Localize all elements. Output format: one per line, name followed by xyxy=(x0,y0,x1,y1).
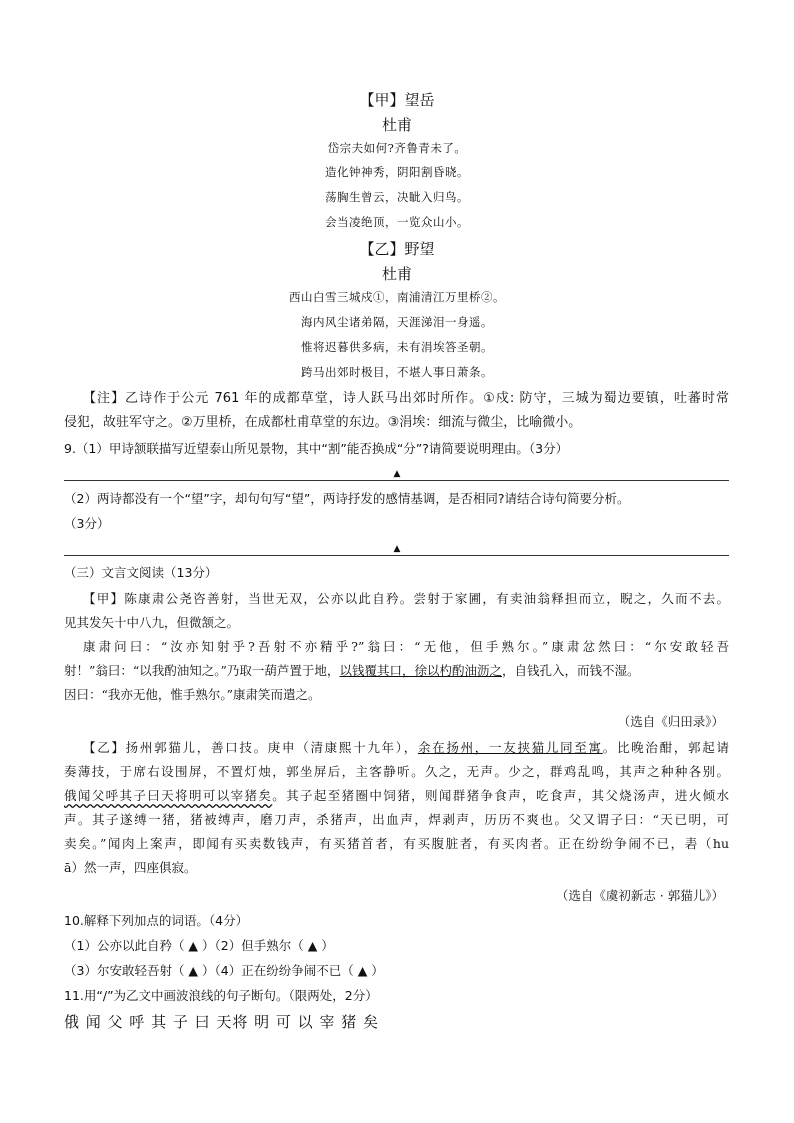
classical-text-jia-line: 康肃问曰：“汝亦知射乎?吾射不亦精乎?”翁曰：“无他，但手熟尔。”康肃忿然曰：“尔安敢轻吾 xyxy=(83,639,729,654)
wavy-underlined-sentence: 俄闻父呼其子曰天将明可以宰猪矣 xyxy=(64,788,273,803)
poem-jia-line: 荡胸生曾云，决眦入归鸟。 xyxy=(325,190,469,204)
classical-text-jia-line xyxy=(64,665,639,678)
underlined-sentence: 以钱覆其口，徐以杓酌油沥之 xyxy=(339,663,502,678)
note-line: 【注】乙诗作于公元 761 年的成都草堂，诗人跃马出郊时所作。①戍: 防守，三城为蜀边要镇，吐蕃时常 xyxy=(83,391,729,406)
answer-line[interactable] xyxy=(64,480,729,481)
source-citation-yi: （选自《虞初新志 · 郭猫儿》） xyxy=(555,888,724,903)
question-10-row: （3）尔安敢轻吾射（ ▲ ）（4）正在纷纷争闹不已（ ▲ ） xyxy=(64,963,384,978)
classical-text-jia-line: 因曰：“我亦无他，惟手熟尔。”康肃笑而遣之。 xyxy=(64,687,321,702)
underlined-sentence: 余在扬州，一友挟猫儿同至寓 xyxy=(417,740,603,755)
question-9-part-1: 9.（1）甲诗颔联描写近望泰山所见景物，其中“割”能否换成“分”?请简要说明理由。（3分） xyxy=(64,441,569,456)
section-3-heading: （三）文言文阅读（13分） xyxy=(64,565,218,580)
classical-text-jia-line: 【甲】陈康肃公尧咨善射，当世无双，公亦以此自矜。尝射于家圃，有卖油翁释担而立，睨之，久而不去。 xyxy=(83,591,729,606)
question-9-part-2: （2）两诗都没有一个“望”字，却句句写“望”，两诗抒发的感情基调，是否相同?请结合诗句简要分析。 xyxy=(64,491,630,506)
poem-yi-line: 海内风尘诸弟隔，天涯涕泪一身遥。 xyxy=(301,315,493,329)
text-segment: 。比晚治酣，郭起请 xyxy=(602,740,729,755)
poem-jia-author: 杜甫 xyxy=(381,116,412,134)
classical-text-jia-line: 见其发矢十中八九，但微颔之。 xyxy=(64,615,240,630)
poem-yi-author: 杜甫 xyxy=(381,265,412,283)
question-10-row: （1）公亦以此自矜（ ▲ ）（2）但手熟尔（ ▲ ） xyxy=(64,938,334,953)
text-segment: 。其子起至猪圈中饲猪，则闻群猪争食声，吃食声，其父烧汤声，进火倾水 xyxy=(272,788,729,803)
answer-mark: ▲ xyxy=(393,469,401,479)
answer-line[interactable] xyxy=(64,555,729,556)
poem-jia-line: 会当凌绝顶，一览众山小。 xyxy=(325,215,469,229)
note-line: 侵犯，故驻军守之。②万里桥，在成都杜甫草堂的东边。③涓埃：细流与微尘，比喻微小。 xyxy=(64,415,582,430)
question-9-part-2-score: （3分） xyxy=(64,516,110,531)
poem-jia-title: 【甲】望岳 xyxy=(359,91,435,109)
classical-text-yi-line xyxy=(64,790,729,803)
text-segment: 射！”翁曰：“以我酌油知之。”乃取一葫芦置于地， xyxy=(64,663,340,678)
poem-jia-line: 造化钟神秀，阴阳割昏晓。 xyxy=(325,165,469,179)
question-11-stem: 11.用“/”为乙文中画波浪线的句子断句。（限两处，2分） xyxy=(64,988,378,1003)
classical-text-yi-line: 声。其子遂缚一猪，猪被缚声，磨刀声，杀猪声，出血声，焊剥声，历历不爽也。父又谓子曰：“天已明，可 xyxy=(64,812,729,827)
source-citation-jia: （选自《归田录》） xyxy=(617,714,724,729)
poem-jia-line: 岱宗夫如何?齐鲁青未了。 xyxy=(327,141,467,155)
poem-yi-line: 跨马出郊时极目，不堪人事日萧条。 xyxy=(301,365,493,379)
question-10-stem: 10.解释下列加点的词语。（4分） xyxy=(64,913,249,928)
answer-mark: ▲ xyxy=(393,544,401,554)
classical-text-yi-line: ā）然一声，四座俱寂。 xyxy=(64,860,197,875)
poem-yi-line: 西山白雪三城戍①，南浦清江万里桥②。 xyxy=(289,290,505,304)
poem-yi-title: 【乙】野望 xyxy=(359,240,435,258)
classical-text-yi-line: 卖矣。”闻肉上案声，即闻有买卖数钱声，有买猪首者，有买腹脏者，有买肉者。正在纷纷争闹不已，砉（hu xyxy=(64,836,729,851)
poem-yi-line: 惟将迟暮供多病，未有涓埃答圣朝。 xyxy=(301,340,493,354)
classical-text-yi-line: 奏薄技，于席右设围屏，不置灯烛，郭坐屏后，主客静听。久之，无声。少之，群鸡乱鸣，其声之种种各别。 xyxy=(64,764,729,779)
classical-text-yi-line xyxy=(83,742,729,755)
text-segment: 【乙】扬州郭猫儿，善口技。庚申（清康熙十九年）， xyxy=(83,740,418,755)
text-segment: ，自钱孔入，而钱不湿。 xyxy=(501,663,640,678)
question-11-sentence: 俄 闻 父 呼 其 子 曰 天将 明 可 以 宰 猪 矣 xyxy=(64,1013,379,1031)
